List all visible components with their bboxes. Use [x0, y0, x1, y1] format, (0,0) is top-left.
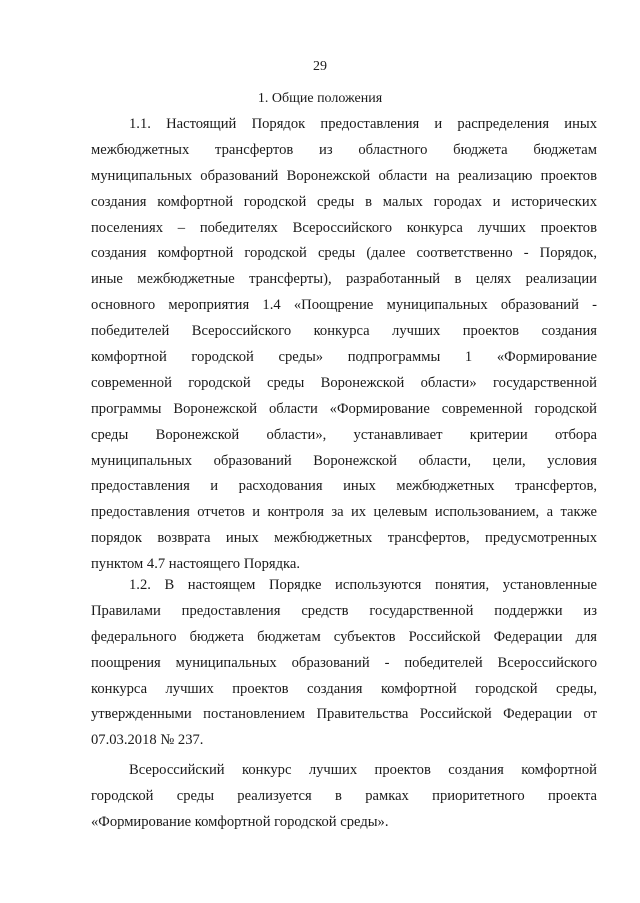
paragraph-1-2 — [91, 573, 597, 754]
text-line: комфортной городской среды» подпрограммы 1 «Формирование — [91, 349, 597, 366]
text-line: федерального бюджета бюджетам субъектов Российской Федерации для — [91, 628, 597, 645]
text-line: поощрения муниципальных образований - победителей Всероссийского — [91, 654, 597, 671]
text-line: Правилами предоставления средств государственной поддержки из — [91, 602, 597, 619]
paragraph-contest — [91, 758, 597, 836]
text-line: городской среды реализуется в рамках приоритетного проекта — [91, 787, 597, 804]
text-line: иные межбюджетные трансферты), разработанный в целях реализации — [91, 271, 597, 288]
text-line: 1.1. Настоящий Порядок предоставления и распределения иных — [129, 116, 597, 132]
text-line: конкурса лучших проектов создания комфортной городской среды, — [91, 680, 597, 697]
text-line: создания комфортной городской среды (далее соответственно - Порядок, — [91, 245, 597, 262]
text-line: среды Воронежской области», устанавливает критерии отбора — [91, 426, 597, 443]
text-line: порядок возврата иных межбюджетных трансфертов, предусмотренных — [91, 530, 597, 547]
text-line: Всероссийский конкурс лучших проектов создания комфортной — [129, 762, 597, 778]
text-line: муниципальных образований Воронежской области на реализацию проектов — [91, 167, 597, 184]
text-line: поселениях – победителях Всероссийского конкурса лучших проектов — [91, 219, 597, 236]
text-line: межбюджетных трансфертов из областного бюджета бюджетам — [91, 141, 597, 158]
page-number: 29 — [313, 59, 327, 74]
section-heading: 1. Общие положения — [257, 91, 383, 106]
text-line: пунктом 4.7 настоящего Порядка. — [91, 556, 301, 573]
text-line: предоставления отчетов и контроля за их целевым использованием, а также — [91, 504, 597, 521]
text-line: основного мероприятия 1.4 «Поощрение муниципальных образований - — [91, 297, 597, 314]
paragraph-1-1 — [91, 112, 597, 578]
text-line: «Формирование комфортной городской среды». — [91, 813, 389, 830]
text-line: утвержденными постановлением Правительства Российской Федерации от — [91, 706, 597, 723]
text-line: 1.2. В настоящем Порядке используются понятия, установленные — [129, 577, 597, 593]
text-line: программы Воронежской области «Формирование современной городской — [91, 400, 597, 417]
text-line: создания комфортной городской среды в малых городах и исторических — [91, 193, 597, 210]
text-line: современной городской среды Воронежской области» государственной — [91, 374, 597, 391]
text-line: победителей Всероссийского конкурса лучших проектов создания — [91, 323, 597, 340]
text-line: предоставления и расходования иных межбюджетных трансфертов, — [91, 478, 597, 495]
text-line: 07.03.2018 № 237. — [91, 732, 204, 749]
text-line: муниципальных образований Воронежской области, цели, условия — [91, 452, 597, 469]
